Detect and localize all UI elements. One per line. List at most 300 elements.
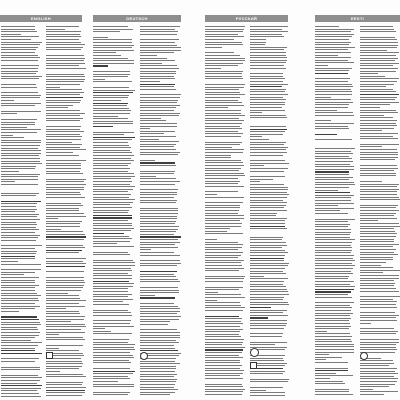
text-line: [360, 102, 399, 103]
text-line: [250, 107, 282, 108]
text-line: [250, 328, 284, 329]
text-line: [46, 203, 81, 204]
text-line: [205, 334, 239, 335]
text-line: [46, 58, 85, 59]
text-line: [250, 291, 288, 292]
text-line: [360, 262, 386, 263]
text-line: [140, 52, 174, 53]
text-line: [205, 58, 245, 59]
text-line: [1, 335, 39, 336]
text-line: [46, 334, 59, 335]
text-line: [250, 134, 283, 135]
text-line: [1, 295, 41, 296]
text-line: [250, 297, 284, 298]
text-line: [205, 63, 243, 64]
text-line: [360, 78, 399, 79]
text-line: [205, 321, 241, 322]
text-line: [205, 244, 243, 245]
text-line: [46, 49, 81, 50]
text-line: [1, 111, 41, 112]
text-line: [140, 126, 177, 127]
text-line: [315, 331, 327, 332]
text-line: [315, 128, 349, 129]
text-line: [315, 232, 351, 233]
text-line: [140, 384, 175, 385]
text-line: [360, 296, 400, 297]
text-column-russian-right: [250, 26, 289, 398]
text-line: [205, 226, 241, 227]
text-line: [315, 263, 352, 264]
text-line: [250, 215, 276, 216]
text-line: [1, 287, 35, 288]
text-line: [140, 146, 174, 147]
text-line: [250, 284, 283, 285]
text-line: [315, 205, 338, 206]
text-line: [360, 138, 398, 139]
text-line: [140, 123, 177, 124]
text-line: [315, 250, 352, 251]
text-line: [140, 189, 178, 190]
text-line: [315, 219, 355, 220]
text-line: [46, 100, 81, 101]
text-line: [315, 195, 354, 196]
text-line: [315, 110, 337, 111]
text-line: [1, 280, 35, 281]
text-line: [315, 208, 354, 209]
text-line: [205, 326, 240, 327]
text-line: [205, 394, 242, 395]
text-line: [360, 280, 394, 281]
text-line: [205, 386, 243, 387]
text-line: [315, 284, 350, 285]
text-line: [46, 384, 82, 385]
text-line: [315, 333, 350, 334]
text-line: [250, 205, 286, 206]
text-line: [315, 190, 338, 191]
text-line: [1, 195, 36, 196]
text-line: [93, 228, 134, 229]
text-line: [205, 342, 243, 343]
text-line: [205, 202, 243, 203]
text-line: [1, 277, 39, 278]
text-column-english-right: [46, 26, 86, 398]
text-line: [360, 236, 396, 237]
text-line: [46, 247, 85, 248]
text-line: [140, 265, 177, 266]
text-line: [250, 129, 287, 130]
text-line: [360, 65, 393, 66]
text-line: [140, 313, 177, 314]
text-line: [250, 117, 287, 118]
text-line: [250, 294, 289, 295]
text-line: [46, 147, 80, 148]
text-line: [360, 278, 399, 279]
text-line: [205, 181, 240, 182]
text-line: [360, 291, 399, 292]
text-line: [205, 92, 240, 93]
text-line: [315, 36, 352, 37]
text-line: [46, 189, 84, 190]
text-line: [140, 329, 177, 330]
text-line: [360, 301, 397, 302]
text-line: [250, 165, 264, 166]
text-line: [250, 31, 288, 32]
text-line: [1, 337, 35, 338]
text-line: [250, 260, 284, 261]
text-line: [250, 325, 286, 326]
text-column-eesti-right: [360, 26, 400, 398]
text-line: [205, 84, 245, 85]
text-line: [93, 357, 134, 358]
text-line: [140, 160, 155, 161]
text-line: [46, 236, 86, 237]
text-line: [140, 223, 175, 224]
text-line: [140, 376, 174, 377]
text-line: [205, 178, 238, 179]
text-line: [360, 91, 396, 92]
text-line: [140, 173, 174, 174]
text-line: [1, 253, 36, 254]
text-line: [46, 319, 84, 320]
text-line: [140, 171, 175, 172]
text-line: [1, 324, 41, 325]
text-line: [1, 113, 17, 114]
text-line: [140, 60, 175, 61]
text-line: [93, 165, 128, 166]
text-line: [46, 390, 85, 391]
text-line: [140, 276, 176, 277]
text-line: [46, 74, 84, 75]
text-line: [140, 136, 176, 137]
text-line: [205, 31, 243, 32]
text-line: [360, 283, 395, 284]
text-line: [93, 207, 132, 208]
text-line: [93, 158, 131, 159]
text-line: [315, 383, 345, 384]
text-line: [250, 223, 285, 224]
text-line: [360, 81, 397, 82]
text-line: [360, 317, 396, 318]
text-line: [93, 281, 129, 282]
text-line: [140, 281, 180, 282]
text-line: [93, 384, 134, 385]
text-line: [140, 279, 178, 280]
text-line: [205, 175, 245, 176]
text-column-deutsch-left: [93, 26, 135, 398]
text-line: [250, 57, 287, 58]
text-line: [46, 366, 82, 367]
text-line: [1, 211, 35, 212]
text-line: [315, 161, 353, 162]
text-line: [46, 311, 79, 312]
text-line: [250, 307, 271, 308]
text-line: [140, 71, 176, 72]
text-line: [46, 363, 83, 364]
text-line: [315, 307, 352, 308]
text-line: [46, 84, 80, 85]
text-line: [46, 326, 86, 327]
text-line: [250, 210, 287, 211]
text-line: [1, 184, 38, 185]
text-line: [1, 316, 37, 317]
text-line: [1, 342, 42, 343]
text-line: [250, 312, 283, 313]
text-line: [250, 276, 264, 277]
text-line: [1, 129, 41, 130]
text-line: [205, 213, 238, 214]
text-line: [205, 262, 241, 263]
text-line: [140, 260, 180, 261]
text-line: [1, 150, 41, 151]
text-line: [315, 278, 348, 279]
text-line: [46, 361, 82, 362]
text-line: [250, 76, 283, 77]
text-line: [360, 312, 395, 313]
text-line: [1, 95, 41, 96]
text-line: [360, 226, 400, 227]
text-line: [250, 268, 285, 269]
text-line: [46, 168, 81, 169]
text-line: [1, 240, 36, 241]
text-line: [140, 332, 180, 333]
text-line: [360, 71, 396, 72]
text-line: [1, 166, 36, 167]
text-line: [205, 155, 231, 156]
text-line: [140, 342, 179, 343]
text-line: [46, 376, 86, 377]
circle-symbol-icon: [360, 352, 368, 360]
text-line: [360, 389, 373, 390]
text-line: [140, 115, 179, 116]
text-line: [315, 294, 348, 295]
text-line: [46, 329, 81, 330]
text-line: [93, 37, 108, 38]
text-line: [205, 136, 241, 137]
text-line: [205, 131, 238, 132]
column-header-eesti: ЕESTI: [350, 16, 365, 21]
text-line: [140, 105, 180, 106]
text-line: [1, 308, 35, 309]
text-line: [93, 212, 128, 213]
text-line: [1, 290, 35, 291]
text-line: [250, 387, 283, 388]
text-line: [250, 197, 287, 198]
text-line: [360, 272, 383, 273]
text-line: [205, 44, 243, 45]
text-line: [360, 154, 398, 155]
text-line: [93, 320, 131, 321]
text-line: [360, 68, 398, 69]
text-line: [360, 55, 396, 56]
text-line: [205, 152, 243, 153]
text-line: [205, 347, 245, 348]
text-line: [360, 205, 398, 206]
text-line: [1, 274, 24, 275]
text-line: [360, 112, 398, 113]
text-line: [250, 379, 289, 380]
text-line: [46, 221, 82, 222]
text-line: [1, 311, 19, 312]
text-line: [315, 370, 348, 371]
text-line: [250, 237, 283, 238]
text-line: [140, 308, 180, 309]
text-line: [315, 134, 337, 135]
text-line: [93, 105, 127, 106]
text-line: [93, 142, 128, 143]
text-line: [205, 220, 240, 221]
text-line: [315, 42, 351, 43]
text-line: [360, 384, 395, 385]
text-line: [1, 132, 37, 133]
text-line: [360, 391, 398, 392]
text-line: [205, 310, 243, 311]
text-line: [46, 187, 84, 188]
text-line: [315, 153, 353, 154]
text-line: [360, 368, 397, 369]
text-line: [46, 144, 82, 145]
text-line: [1, 84, 36, 85]
text-line: [46, 298, 80, 299]
text-line: [46, 105, 73, 106]
text-line: [205, 120, 244, 121]
text-line: [360, 128, 394, 129]
text-line: [1, 227, 36, 228]
text-line: [360, 376, 394, 377]
text-line: [140, 249, 151, 250]
text-line: [205, 355, 239, 356]
text-line: [1, 87, 37, 88]
text-line: [93, 65, 108, 66]
text-line: [360, 344, 396, 345]
text-line: [205, 247, 242, 248]
text-line: [250, 299, 283, 300]
text-line: [1, 55, 38, 56]
text-line: [205, 128, 242, 129]
text-line: [46, 324, 85, 325]
text-line: [140, 316, 181, 317]
text-line: [140, 348, 175, 349]
text-line: [250, 60, 287, 61]
text-line: [1, 57, 40, 58]
text-line: [1, 393, 39, 394]
text-line: [46, 163, 81, 164]
text-line: [1, 272, 35, 273]
text-line: [250, 36, 284, 37]
text-line: [360, 31, 396, 32]
text-line: [93, 291, 128, 292]
text-line: [315, 34, 354, 35]
text-line: [360, 117, 393, 118]
text-line: [205, 97, 240, 98]
text-line: [140, 381, 176, 382]
text-line: [205, 168, 241, 169]
text-line: [315, 62, 354, 63]
text-line: [250, 104, 285, 105]
text-line: [93, 312, 131, 313]
text-line: [140, 118, 161, 119]
text-line: [46, 368, 79, 369]
text-line: [205, 115, 245, 116]
text-line: [205, 257, 238, 258]
text-line: [46, 282, 85, 283]
text-line: [250, 149, 286, 150]
text-line: [205, 302, 240, 303]
text-line: [93, 52, 116, 53]
text-line: [1, 367, 40, 368]
text-line: [46, 234, 85, 235]
text-line: [360, 120, 397, 121]
text-line: [205, 144, 240, 145]
text-line: [315, 323, 350, 324]
text-line: [315, 52, 351, 53]
text-line: [93, 301, 123, 302]
text-line: [93, 225, 132, 226]
text-column-deutsch-right: [140, 26, 181, 398]
text-line: [205, 207, 240, 208]
text-line: [1, 377, 42, 378]
text-line: [93, 202, 133, 203]
text-line: [93, 376, 128, 377]
text-line: [93, 215, 132, 216]
text-line: [1, 332, 40, 333]
text-line: [315, 368, 348, 369]
text-line: [93, 368, 130, 369]
text-line: [93, 92, 133, 93]
text-line: [360, 42, 398, 43]
text-line: [360, 342, 399, 343]
text-line: [46, 42, 81, 43]
text-line: [93, 55, 121, 56]
text-line: [205, 357, 243, 358]
text-line: [315, 320, 349, 321]
text-line: [140, 371, 175, 372]
text-line: [315, 78, 350, 79]
text-line: [315, 210, 340, 211]
text-line: [140, 252, 174, 253]
text-line: [93, 134, 124, 135]
text-line: [315, 237, 350, 238]
text-line: [46, 258, 86, 259]
text-line: [93, 116, 118, 117]
text-line: [46, 306, 85, 307]
text-line: [93, 323, 130, 324]
text-line: [140, 50, 181, 51]
text-line: [1, 76, 42, 77]
text-line: [140, 86, 174, 87]
text-line: [315, 297, 352, 298]
text-line: [140, 84, 175, 85]
text-line: [1, 127, 27, 128]
text-line: [360, 84, 394, 85]
text-line: [360, 233, 397, 234]
text-line: [46, 245, 83, 246]
text-line: [93, 217, 132, 218]
text-line: [205, 105, 244, 106]
column-header-russian: РУССКИЙ: [235, 16, 258, 21]
text-line: [205, 191, 238, 192]
text-line: [46, 216, 86, 217]
text-line: [360, 157, 398, 158]
text-line: [315, 271, 351, 272]
text-line: [1, 222, 36, 223]
text-line: [46, 192, 80, 193]
text-line: [46, 261, 83, 262]
text-line: [360, 228, 394, 229]
text-line: [250, 220, 285, 221]
text-line: [360, 331, 398, 332]
text-line: [1, 300, 39, 301]
text-line: [140, 368, 176, 369]
